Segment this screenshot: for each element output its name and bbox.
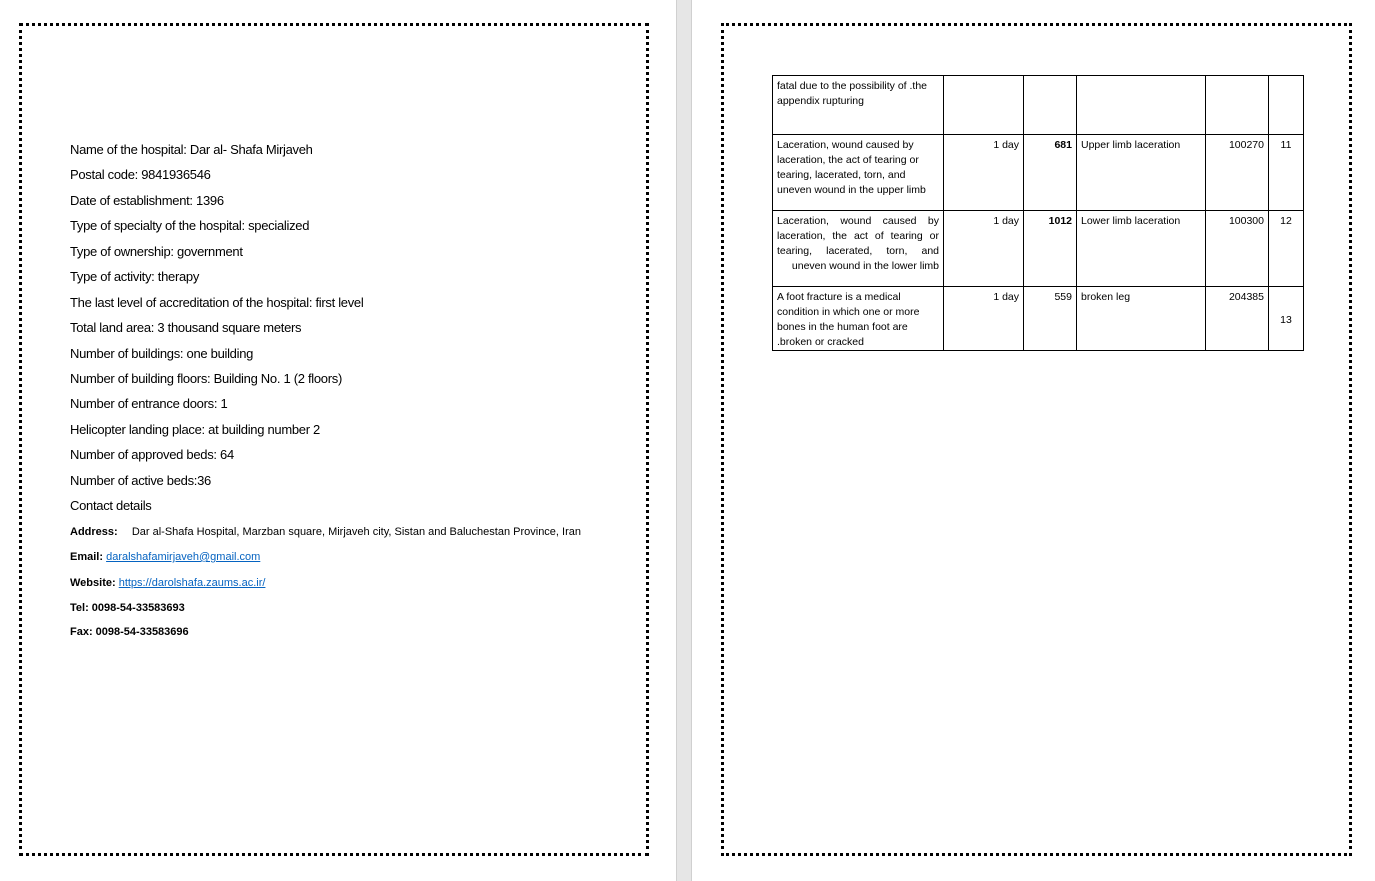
accreditation-level: The last level of accreditation of the hospital: first level	[70, 295, 364, 310]
duration-cell	[944, 76, 1024, 135]
activity-type: Type of activity: therapy	[70, 269, 200, 284]
code-cell: 204385	[1206, 287, 1269, 351]
address-line	[70, 526, 581, 538]
duration-cell: 1 day	[944, 287, 1024, 351]
row-number-cell: 12	[1269, 211, 1304, 287]
code-cell: 100270	[1206, 135, 1269, 211]
address-label: Address:	[70, 526, 118, 538]
hospital-name: Name of the hospital: Dar al- Shafa Mirjaveh	[70, 142, 313, 157]
email-link[interactable]: daralshafamirjaveh@gmail.com	[106, 551, 261, 563]
count-cell: 1012	[1024, 211, 1077, 287]
description-cell: Laceration, wound caused by laceration, the act of tearing or tearing, lacerated, torn, and uneven wound in the lower limb	[773, 211, 944, 287]
fax-line: Fax: 0098-54-33583696	[70, 626, 189, 638]
website-link[interactable]: https://darolshafa.zaums.ac.ir/	[118, 577, 266, 589]
procedures-table	[772, 75, 1304, 351]
table-row	[773, 287, 1304, 351]
description-cell: fatal due to the possibility of .the appendix rupturing	[773, 76, 944, 135]
building-count: Number of buildings: one building	[70, 346, 254, 361]
row-number-cell	[1269, 76, 1304, 135]
description-cell: A foot fracture is a medical condition in which one or more bones in the human foot are .broken or cracked	[773, 287, 944, 351]
code-cell	[1206, 76, 1269, 135]
address-value: Dar al-Shafa Hospital, Marzban square, Mirjaveh city, Sistan and Baluchestan Province, Iran	[131, 526, 581, 538]
establishment-date: Date of establishment: 1396	[70, 193, 224, 208]
count-cell: 559	[1024, 287, 1077, 351]
land-area: Total land area: 3 thousand square meters	[70, 320, 302, 335]
table-row	[773, 135, 1304, 211]
tel-line: Tel: 0098-54-33583693	[70, 602, 185, 614]
website-line	[70, 577, 265, 589]
website-label: Website:	[70, 577, 116, 589]
active-beds: Number of active beds:36	[70, 473, 211, 488]
count-cell	[1024, 76, 1077, 135]
procedure-name-cell: Upper limb laceration	[1077, 135, 1206, 211]
contact-details-heading: Contact details	[70, 498, 152, 513]
table-row	[773, 76, 1304, 135]
procedure-name-cell	[1077, 76, 1206, 135]
procedure-name-cell: broken leg	[1077, 287, 1206, 351]
table-row	[773, 211, 1304, 287]
ownership-type: Type of ownership: government	[70, 244, 243, 259]
helicopter-landing: Helicopter landing place: at building number 2	[70, 422, 320, 437]
procedure-name-cell: Lower limb laceration	[1077, 211, 1206, 287]
duration-cell: 1 day	[944, 135, 1024, 211]
entrance-doors: Number of entrance doors: 1	[70, 396, 228, 411]
description-cell: Laceration, wound caused by laceration, the act of tearing or tearing, lacerated, torn, and uneven wound in the upper limb	[773, 135, 944, 211]
approved-beds: Number of approved beds: 64	[70, 447, 234, 462]
row-number-cell: 13	[1269, 287, 1304, 351]
email-line	[70, 551, 260, 563]
code-cell: 100300	[1206, 211, 1269, 287]
row-number-cell: 11	[1269, 135, 1304, 211]
postal-code: Postal code: 9841936546	[70, 167, 211, 182]
email-label: Email:	[70, 551, 104, 563]
count-cell: 681	[1024, 135, 1077, 211]
document-page-left	[0, 0, 676, 881]
page-gutter	[676, 0, 692, 881]
duration-cell: 1 day	[944, 211, 1024, 287]
specialty-type: Type of specialty of the hospital: specialized	[70, 218, 310, 233]
building-floors: Number of building floors: Building No. 1 (2 floors)	[70, 371, 342, 386]
